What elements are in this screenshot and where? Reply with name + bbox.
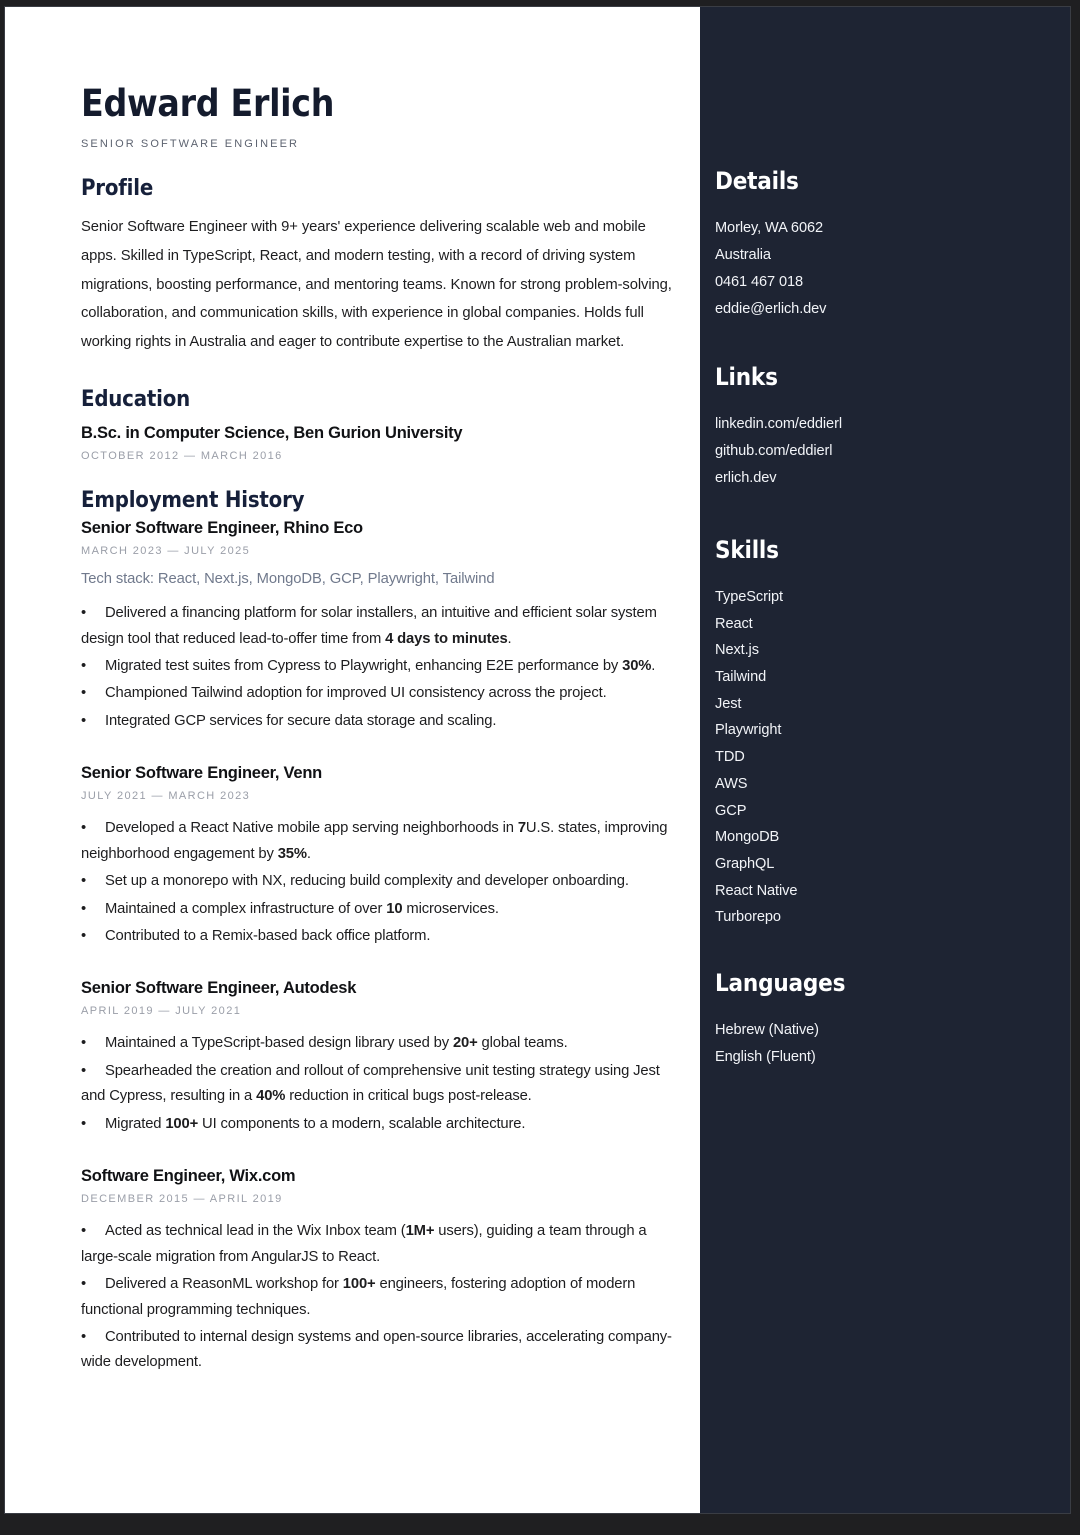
page-title: Edward Erlich xyxy=(81,82,335,125)
bullet-dot-icon: • xyxy=(81,685,87,702)
employment-entry xyxy=(81,764,678,949)
section-heading-education: Education xyxy=(81,387,191,413)
bullet-dot-icon: • xyxy=(81,712,87,729)
list-item: • Maintained a complex infrastructure of over 10 microservices. xyxy=(81,897,678,922)
skill-item: React xyxy=(715,615,753,632)
sidebar-heading-links: Links xyxy=(715,362,778,391)
bullet-dot-icon: • xyxy=(81,900,87,917)
bullet-dot-icon: • xyxy=(81,820,87,837)
list-item: • Contributed to internal design systems and open-source libraries, accelerating company-wide development. xyxy=(81,1325,678,1376)
skill-item: Playwright xyxy=(715,722,782,739)
bullet-dot-icon: • xyxy=(81,1035,87,1052)
employment-bullet-list xyxy=(81,1219,678,1376)
section-heading-employment: Employment History xyxy=(81,488,305,514)
language-item: English (Fluent) xyxy=(715,1049,816,1066)
sidebar-section-skills xyxy=(715,536,1040,931)
details-list xyxy=(715,215,1040,323)
employment-date-range: MARCH 2023 — JULY 2025 xyxy=(81,545,251,558)
profile-text: Senior Software Engineer with 9+ years' experience delivering scalable web and mobile apps. Skilled in TypeScript, React, and modern testing, with a record of driving system migrations, boosting performance, and mentoring teams. Known for strong problem-solving, collaboration, and communication skills, with experience in global companies. Holds full working rights in Australia and eager to contribute expertise to the Australian market. xyxy=(81,218,672,351)
list-item: • Migrated test suites from Cypress to Playwright, enhancing E2E performance by 30%. xyxy=(81,654,678,679)
link-item: erlich.dev xyxy=(715,469,777,486)
list-item: • Spearheaded the creation and rollout of comprehensive unit testing strategy using Jest and Cypress, resulting in a 40% reduction in critical bugs post-release. xyxy=(81,1059,678,1110)
bullet-dot-icon: • xyxy=(81,928,87,944)
employment-date-range: JULY 2021 — MARCH 2023 xyxy=(81,790,251,803)
bullet-dot-icon: • xyxy=(81,657,87,674)
links-list xyxy=(715,411,1040,492)
education-entry xyxy=(81,424,678,462)
resume-page xyxy=(5,7,1070,1513)
list-item: • Migrated 100+ UI components to a modern, scalable architecture. xyxy=(81,1112,678,1137)
skill-item: Jest xyxy=(715,695,742,712)
sidebar-heading-skills: Skills xyxy=(715,535,779,564)
link-item: linkedin.com/eddierl xyxy=(715,415,842,432)
sidebar-section-languages xyxy=(715,969,1040,1071)
list-item: • Developed a React Native mobile app serving neighborhoods in 7U.S. states, improving neighborhood engagement by 35%. xyxy=(81,816,678,867)
bullet-dot-icon: • xyxy=(81,1062,87,1079)
bullet-dot-icon: • xyxy=(81,1328,87,1345)
list-item: • Championed Tailwind adoption for improved UI consistency across the project. xyxy=(81,681,678,706)
employment-list xyxy=(81,519,678,1376)
skill-item: AWS xyxy=(715,775,748,792)
list-item: • Delivered a financing platform for solar installers, an intuitive and efficient solar system design tool that reduced lead-to-offer time from 4 days to minutes. xyxy=(81,601,678,652)
skill-item: Next.js xyxy=(715,642,759,659)
list-item: • Integrated GCP services for secure data storage and scaling. xyxy=(81,709,678,734)
bullet-dot-icon: • xyxy=(81,1223,87,1240)
employment-tech-stack: Tech stack: React, Next.js, MongoDB, GCP, Playwright, Tailwind xyxy=(81,571,495,588)
detail-line: eddie@erlich.dev xyxy=(715,300,827,317)
skill-item: TDD xyxy=(715,749,745,766)
skill-item: React Native xyxy=(715,882,798,899)
skill-item: GraphQL xyxy=(715,855,775,872)
employment-bullet-list xyxy=(81,816,678,949)
detail-line: Morley, WA 6062 xyxy=(715,220,823,236)
skills-list xyxy=(715,584,1040,931)
detail-line: 0461 467 018 xyxy=(715,273,804,290)
skill-item: GCP xyxy=(715,802,747,819)
employment-entry xyxy=(81,1167,678,1376)
education-degree: B.Sc. in Computer Science, Ben Gurion University xyxy=(81,424,463,443)
education-date: OCTOBER 2012 — MARCH 2016 xyxy=(81,450,283,463)
skill-item: TypeScript xyxy=(715,588,783,605)
employment-bullet-list xyxy=(81,601,678,734)
professional-title: SENIOR SOFTWARE ENGINEER xyxy=(81,137,300,150)
sidebar-section-links xyxy=(715,363,1040,492)
skill-item: Turborepo xyxy=(715,909,781,926)
bullet-dot-icon: • xyxy=(81,605,87,622)
employment-job-title: Software Engineer, Wix.com xyxy=(81,1167,296,1186)
bullet-dot-icon: • xyxy=(81,1115,87,1132)
link-item: github.com/eddierl xyxy=(715,442,833,459)
employment-entry xyxy=(81,979,678,1137)
sidebar-heading-details: Details xyxy=(715,167,799,195)
list-item: • Acted as technical lead in the Wix Inbox team (1M+ users), guiding a team through a large-scale migration from AngularJS to React. xyxy=(81,1219,678,1270)
skill-item: MongoDB xyxy=(715,829,780,846)
language-item: Hebrew (Native) xyxy=(715,1022,819,1039)
list-item: • Delivered a ReasonML workshop for 100+ engineers, fostering adoption of modern functional programming techniques. xyxy=(81,1272,678,1323)
list-item: • Maintained a TypeScript-based design library used by 20+ global teams. xyxy=(81,1031,678,1056)
employment-job-title: Senior Software Engineer, Rhino Eco xyxy=(81,519,363,538)
languages-list xyxy=(715,1017,1040,1071)
employment-bullet-list xyxy=(81,1031,678,1137)
employment-job-title: Senior Software Engineer, Venn xyxy=(81,764,322,783)
employment-date-range: DECEMBER 2015 — APRIL 2019 xyxy=(81,1193,283,1206)
bullet-dot-icon: • xyxy=(81,873,87,890)
employment-entry xyxy=(81,519,678,734)
employment-job-title: Senior Software Engineer, Autodesk xyxy=(81,979,357,998)
list-item: • Contributed to a Remix-based back office platform. xyxy=(81,924,678,949)
section-heading-profile: Profile xyxy=(81,175,154,201)
sidebar-heading-languages: Languages xyxy=(715,969,846,998)
resume-sidebar xyxy=(700,7,1070,1513)
sidebar-section-details xyxy=(715,167,1040,323)
bullet-dot-icon: • xyxy=(81,1276,87,1293)
list-item: • Set up a monorepo with NX, reducing build complexity and developer onboarding. xyxy=(81,869,678,894)
employment-date-range: APRIL 2019 — JULY 2021 xyxy=(81,1005,242,1018)
resume-main-column xyxy=(5,7,700,1513)
skill-item: Tailwind xyxy=(715,669,767,685)
detail-line: Australia xyxy=(715,246,771,263)
